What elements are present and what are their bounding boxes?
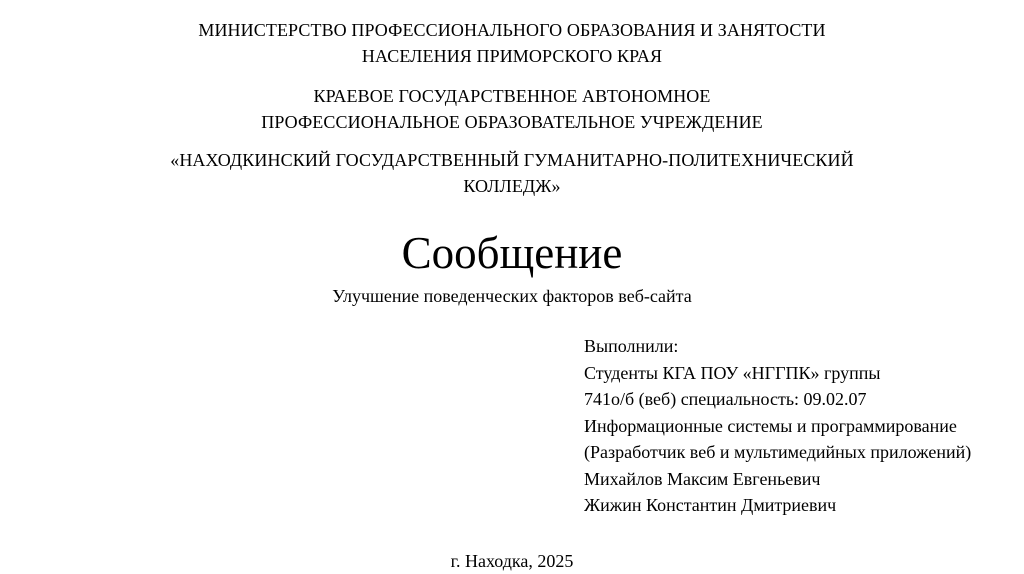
authors-line-specialty: 741о/б (веб) специальность: 09.02.07 xyxy=(584,389,867,409)
authors-line-qualification: (Разработчик веб и мультимедийных приложений) xyxy=(584,442,972,462)
authors-line-program: Информационные системы и программирование xyxy=(584,415,957,436)
college-line-1: «НАХОДКИНСКИЙ ГОСУДАРСТВЕННЫЙ ГУМАНИТАРНО-ПОЛИТЕХНИЧЕСКИЙ xyxy=(170,150,854,170)
ministry-heading xyxy=(0,17,1024,69)
institution-heading xyxy=(0,83,1024,135)
authors-line-group: Студенты КГА ПОУ «НГГПК» группы xyxy=(584,362,881,383)
ministry-line-2: НАСЕЛЕНИЯ ПРИМОРСКОГО КРАЯ xyxy=(361,46,663,66)
institution-line-1: КРАЕВОЕ ГОСУДАРСТВЕННОЕ АВТОНОМНОЕ xyxy=(313,86,711,106)
author-name-1: Михайлов Максим Евгеньевич xyxy=(584,468,821,489)
college-line-2: КОЛЛЕДЖ» xyxy=(463,176,561,196)
document-subtitle: Улучшение поведенческих факторов веб-сайта xyxy=(332,286,692,306)
author-name-2: Жижин Константин Дмитриевич xyxy=(584,495,837,515)
authors-block xyxy=(584,333,971,519)
city-year: г. Находка, 2025 xyxy=(450,551,574,571)
institution-line-2: ПРОФЕССИОНАЛЬНОЕ ОБРАЗОВАТЕЛЬНОЕ УЧРЕЖДЕНИЕ xyxy=(261,112,763,132)
authors-line-label: Выполнили: xyxy=(584,336,679,356)
ministry-line-1: МИНИСТЕРСТВО ПРОФЕССИОНАЛЬНОГО ОБРАЗОВАНИЯ И ЗАНЯТОСТИ xyxy=(198,20,826,40)
college-heading xyxy=(0,147,1024,199)
document-title: Сообщение xyxy=(401,228,623,278)
